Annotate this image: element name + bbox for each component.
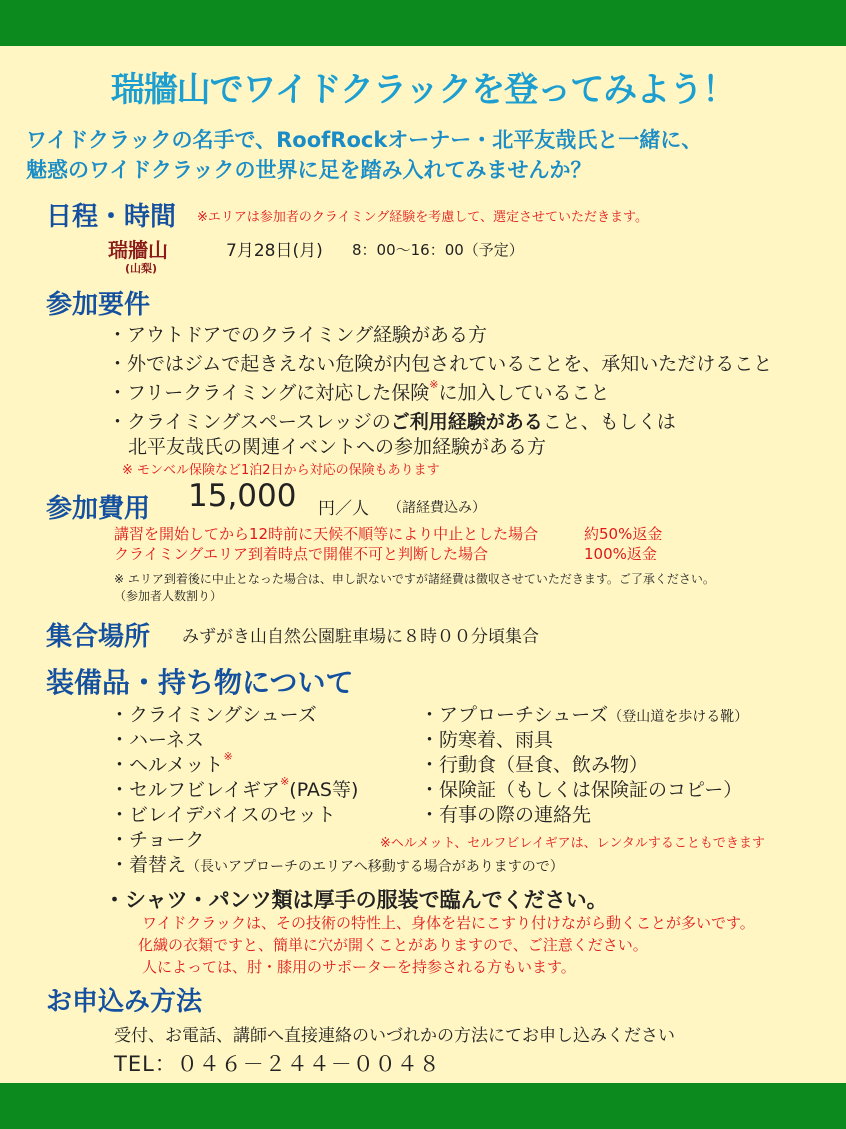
requirements-heading: 参加要件 <box>46 290 151 320</box>
gear-item-change: ・着替え（長いアプローチのエリアへ移動する場合がありますので） <box>110 854 564 876</box>
gear-item-helmet: ・ヘルメット※ <box>110 750 233 776</box>
meeting-heading: 集合場所 <box>46 622 151 652</box>
meeting-text: みずがき山自然公園駐車場に８時００分頃集合 <box>182 627 539 647</box>
fee-heading: 参加費用 <box>46 494 151 524</box>
schedule-time: 8：00〜16：00（予定） <box>352 241 524 259</box>
fee-paren: （諸経費込み） <box>388 500 486 516</box>
gear-item: ・有事の際の連絡先 <box>420 804 592 826</box>
fee-amount: 15,000 <box>188 478 297 514</box>
fee-note: ※ エリア到着後に中止となった場合は、申し訳ないですが諸経費は徴収させていただきます。ご了承ください。 <box>114 572 715 586</box>
gear-item: ・行動食（昼食、飲み物） <box>420 754 649 776</box>
fee-refund-amount: 100%返金 <box>584 545 657 563</box>
lead-line-1: ワイドクラックの名手で、RoofRockオーナー・北平友哉氏と一緒に、 <box>26 128 703 152</box>
top-green-band <box>0 0 846 46</box>
apply-heading: お申込み方法 <box>46 987 203 1017</box>
fee-refund-condition: クライミングエリア到着時点で開催不可と判断した場合 <box>114 545 488 563</box>
gear-item: ・ハーネス <box>110 729 205 751</box>
requirement-item: ・アウトドアでのクライミング経験がある方 <box>108 324 488 346</box>
gear-item-approach: ・アプローチシューズ（登山道を歩ける靴） <box>420 704 749 726</box>
gear-item: ・ビレイデバイスのセット <box>110 804 336 826</box>
schedule-heading: 日程・時間 <box>46 202 177 232</box>
schedule-date: 7月28日(月) <box>226 241 323 261</box>
schedule-place: 瑞牆山 <box>108 238 168 262</box>
schedule-note: ※エリアは参加者のクライミング経験を考慮して、選定させていただきます。 <box>197 210 648 225</box>
gear-shirt-note: ワイドクラックは、その技術の特性上、身体を岩にこすり付けながら動くことが多いです。 <box>142 914 755 932</box>
fee-unit: 円／人 <box>318 499 369 519</box>
gear-item: ・防寒着、雨具 <box>420 729 554 751</box>
gear-shirt-note: 化繊の衣類ですと、簡単に穴が開くことがありますので、ご注意ください。 <box>138 936 648 954</box>
requirement-space-line2: 北平友哉氏の関連イベントへの参加経験がある方 <box>128 436 547 458</box>
gear-item: ・チョーク <box>110 829 205 851</box>
fee-refund-amount: 約50%返金 <box>584 525 663 543</box>
page-title: 瑞牆山でワイドクラックを登ってみよう！ <box>110 70 736 110</box>
requirement-space: ・クライミングスペースレッジのご利用経験があること、もしくは <box>108 411 676 433</box>
apply-tel: TEL：０４６－２４４－００４８ <box>114 1052 441 1076</box>
gear-shirt-warning: ・シャツ・パンツ類は厚手の服装で臨んでください。 <box>104 888 608 912</box>
fee-note-2: （参加者人数割り） <box>114 589 223 603</box>
requirements-note: ※ モンベル保険など1泊2日から対応の保険もあります <box>122 463 440 478</box>
gear-item: ・保険証（もしくは保険証のコピー） <box>420 779 743 801</box>
lead-line-2: 魅惑のワイドクラックの世界に足を踏み入れてみませんか？ <box>26 158 592 182</box>
schedule-place-sub: (山梨) <box>125 262 158 275</box>
gear-heading: 装備品・持ち物について <box>46 666 354 699</box>
gear-item: ・クライミングシューズ <box>110 704 317 726</box>
requirement-insurance: ・フリークライミングに対応した保険※に加入していること <box>108 378 610 404</box>
apply-text: 受付、お電話、講師へ直接連絡のいづれかの方法にてお申し込みください <box>114 1026 675 1046</box>
gear-item-selfbelay: ・セルフビレイギア※(PAS等) <box>110 775 359 801</box>
requirement-item: ・外ではジムで起きえない危険が内包されていることを、承知いただけること <box>108 353 773 375</box>
bottom-green-band <box>0 1083 846 1129</box>
gear-shirt-note: 人によっては、肘・膝用のサポーターを持参される方もいます。 <box>142 958 576 976</box>
fee-refund-condition: 講習を開始してから12時前に天候不順等により中止とした場合 <box>114 525 539 543</box>
gear-rental-note: ※ヘルメット、セルフビレイギアは、レンタルすることもできます <box>380 836 765 851</box>
